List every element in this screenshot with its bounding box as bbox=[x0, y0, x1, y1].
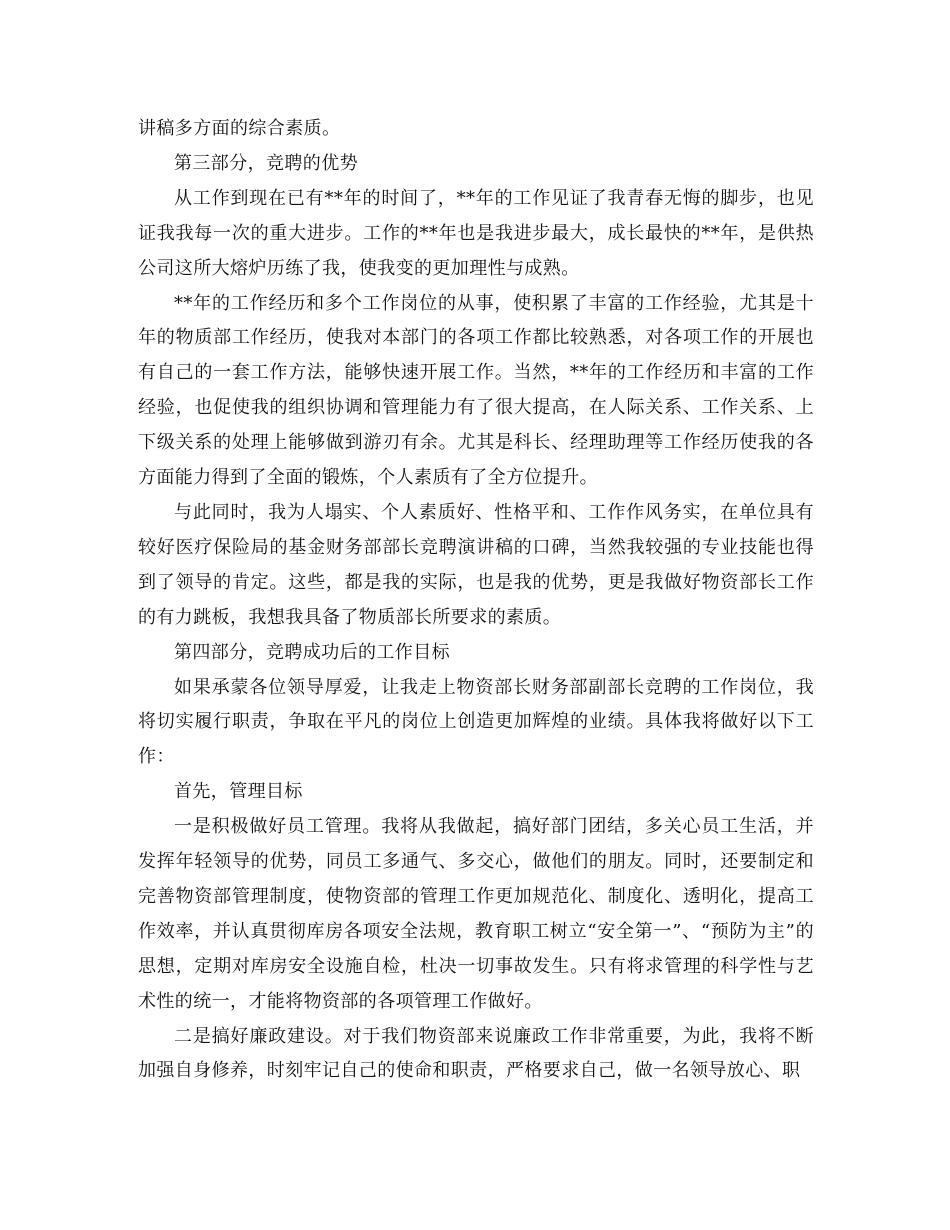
paragraph-4: **年的工作经历和多个工作岗位的从事，使积累了丰富的工作经验，尤其是十年的物质部工作经历，使我对本部门的各项工作都比较熟悉，对各项工作的开展也有自己的一套工作方法，能够快速开展工作。当然，**年的工作经历和丰富的工作经验，也促使我的组织协调和管理能力有了很大提高，在人际关系、工作关系、上下级关系的处理上能够做到游刃有余。尤其是科长、经理助理等工作经历使我的各方面能力得到了全面的锻炼，个人素质有了全方位提升。 bbox=[138, 292, 814, 489]
paragraph-1: 讲稿多方面的综合素质。 bbox=[138, 118, 341, 139]
document-body bbox=[138, 112, 814, 1089]
paragraph-10: 二是搞好廉政建设。对于我们物资部来说廉政工作非常重要，为此，我将不断加强自身修养，时刻牢记自己的使命和职责，严格要求自己，做一名领导放心、职 bbox=[138, 1025, 814, 1082]
paragraph-3: 从工作到现在已有**年的时间了，**年的工作见证了我青春无悔的脚步，也见证我我每一次的重大进步。工作的**年也是我进步最大，成长最快的**年，是供热公司这所大熔炉历练了我，使我变的更加理性与成熟。 bbox=[138, 187, 814, 279]
paragraph-5: 与此同时，我为人塌实、个人素质好、性格平和、工作作风务实，在单位具有较好医疗保险局的基金财务部部长竞聘演讲稿的口碑，当然我较强的专业技能也得到了领导的肯定。这些，都是我的实际，也是我的优势，更是我做好物资部长工作的有力跳板，我想我具备了物质部长所要求的素质。 bbox=[138, 501, 814, 628]
subheading-management-goal: 首先，管理目标 bbox=[174, 781, 303, 803]
paragraph-7: 如果承蒙各位领导厚爱，让我走上物资部长财务部副部长竞聘的工作岗位，我将切实履行职责，争取在平凡的岗位上创造更加辉煌的业绩。具体我将做好以下工作： bbox=[138, 676, 814, 768]
section-heading-4: 第四部分，竞聘成功后的工作目标 bbox=[174, 641, 450, 663]
paragraph-9: 一是积极做好员工管理。我将从我做起，搞好部门团结，多关心员工生活，并发挥年轻领导的优势，同员工多通气、多交心，做他们的朋友。同时，还要制定和完善物资部管理制度，使物资部的管理工作更加规范化、制度化、透明化，提高工作效率，并认真贯彻库房各项安全法规，教育职工树立“安全第一”、“预防为主”的思想，定期对库房安全设施自检，杜决一切事故发生。只有将求管理的科学性与艺术性的统一，才能将物资部的各项管理工作做好。 bbox=[138, 816, 814, 1012]
section-heading-3: 第三部分，竞聘的优势 bbox=[174, 152, 358, 174]
